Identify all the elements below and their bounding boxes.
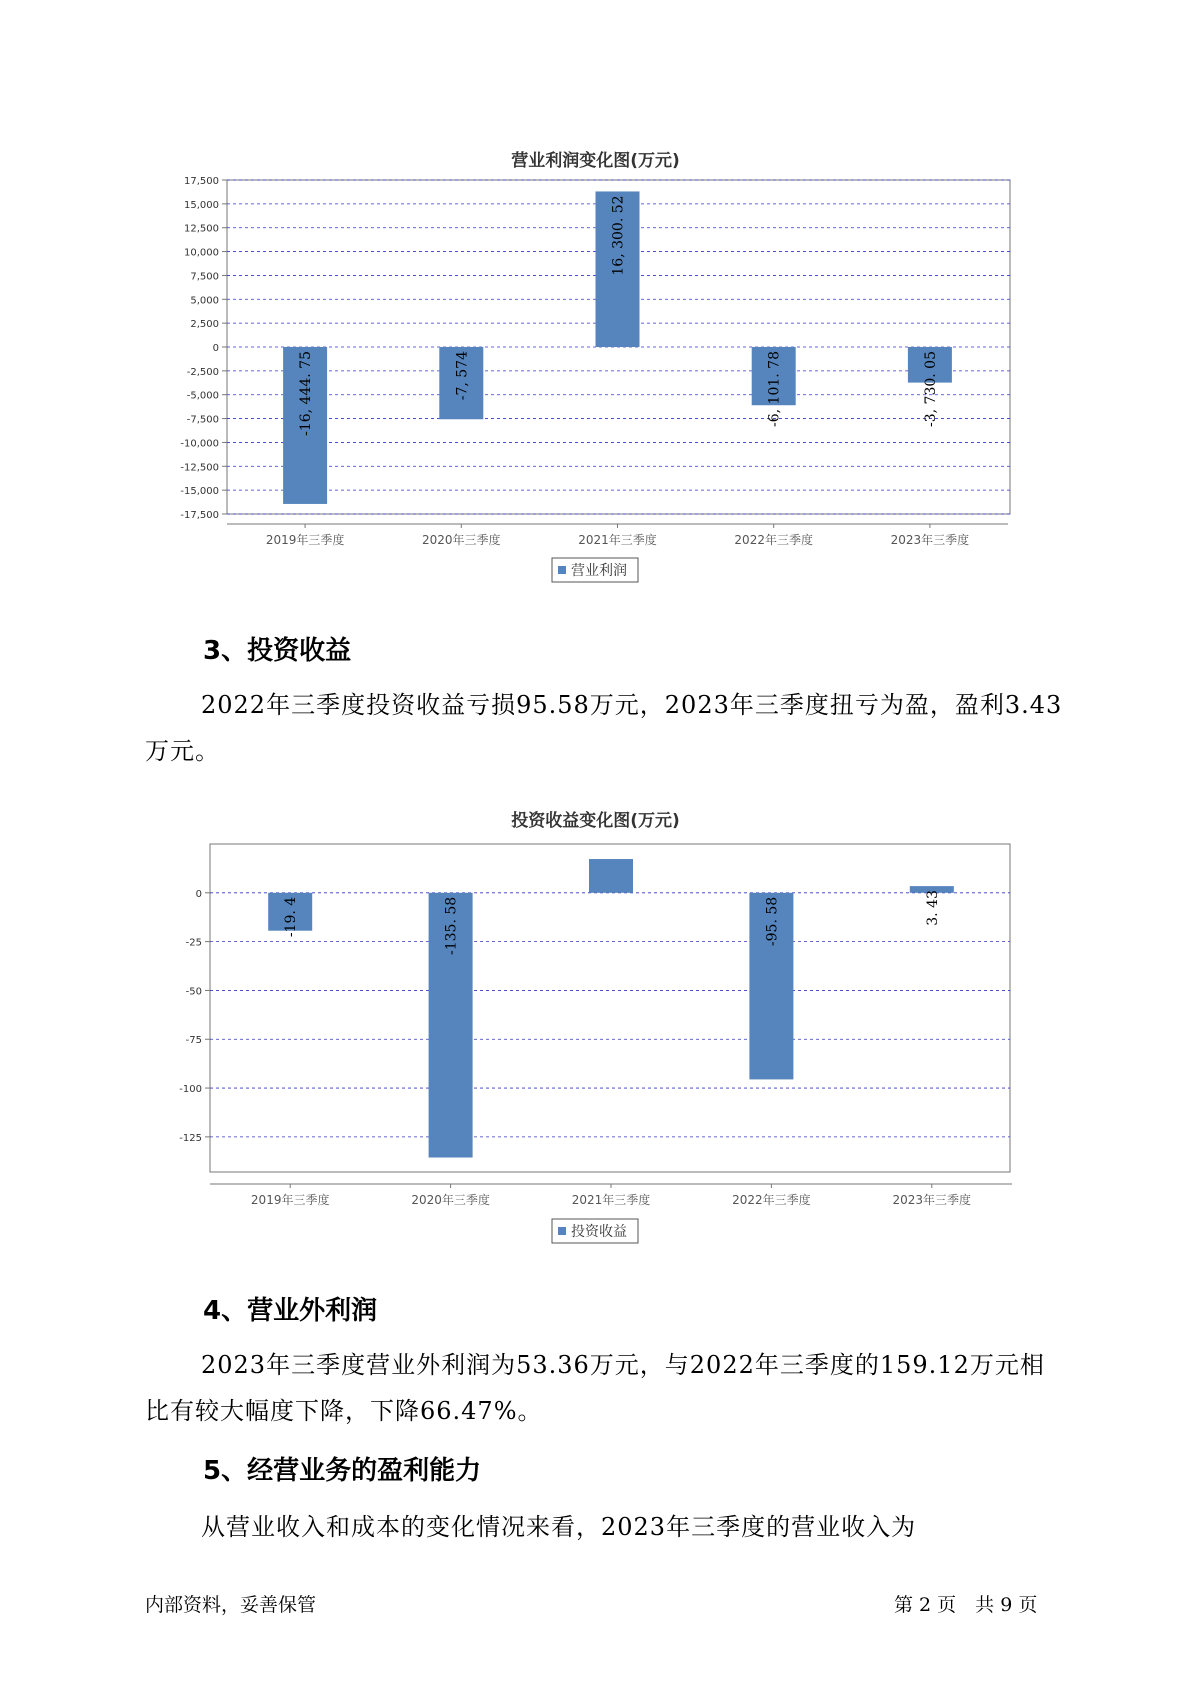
data-label: -19. 4 [283, 896, 300, 938]
data-label: 3. 43 [924, 890, 941, 926]
bar-2021年三季度 [589, 859, 633, 893]
investment-chart-title: 投资收益变化图(万元) [511, 811, 680, 831]
y-tick-label: 15,000 [184, 199, 219, 211]
y-tick-label: 0 [195, 888, 202, 900]
y-tick-label: -10,000 [180, 438, 219, 450]
y-tick-label: -75 [185, 1035, 202, 1047]
y-tick-label: 10,000 [184, 247, 219, 259]
x-tick-label: 2023年三季度 [890, 533, 970, 547]
data-label: -7, 574 [454, 351, 471, 401]
section-3-heading: 3、投资收益 [203, 636, 352, 666]
y-tick-label: -7,500 [186, 414, 219, 426]
section-5-paragraph: 从营业收入和成本的变化情况来看，2023年三季度的营业收入为 [201, 1513, 917, 1541]
section-4-heading: 4、营业外利润 [203, 1296, 378, 1326]
legend-swatch [558, 566, 566, 574]
x-tick-label: 2023年三季度 [892, 1193, 972, 1207]
y-tick-label: 17,500 [184, 176, 219, 187]
profit-chart-title: 营业利润变化图(万元) [511, 151, 680, 171]
y-tick-label: -15,000 [180, 486, 219, 498]
data-label: -6, 101. 78 [766, 351, 783, 427]
y-tick-label: -2,500 [186, 366, 219, 378]
y-tick-label: -5,000 [186, 390, 219, 402]
footer-confidential-note: 内部资料，妥善保管 [145, 1594, 317, 1616]
data-label: -95. 58 [764, 896, 781, 947]
y-tick-label: 12,500 [184, 223, 219, 235]
legend-label: 投资收益 [571, 1224, 627, 1240]
legend-swatch [558, 1227, 566, 1235]
y-tick-label: -12,500 [180, 462, 219, 474]
y-tick-label: -25 [185, 937, 202, 949]
data-label: 16, 300. 52 [610, 195, 627, 276]
x-tick-label: 2021年三季度 [578, 533, 657, 547]
x-tick-label: 2020年三季度 [411, 1193, 490, 1207]
x-tick-label: 2019年三季度 [265, 533, 345, 547]
profit-chart [0, 170, 1191, 590]
y-tick-label: -125 [179, 1132, 202, 1144]
x-tick-label: 2022年三季度 [734, 533, 813, 547]
x-tick-label: 2019年三季度 [250, 1193, 330, 1207]
x-tick-label: 2022年三季度 [732, 1193, 811, 1207]
y-tick-label: 0 [212, 343, 219, 354]
footer-page-number: 第 2 页 共 9 页 [894, 1594, 1038, 1616]
legend-label: 营业利润 [571, 563, 627, 579]
y-tick-label: 5,000 [190, 295, 219, 307]
data-label: -135. 58 [443, 896, 460, 955]
y-tick-label: 2,500 [190, 319, 219, 331]
y-tick-label: -17,500 [180, 510, 219, 521]
y-tick-label: -100 [179, 1084, 202, 1096]
investment-chart [0, 830, 1191, 1240]
y-tick-label: 7,500 [190, 271, 219, 283]
y-tick-label: -50 [185, 986, 202, 998]
data-label: -3, 730. 05 [922, 351, 939, 427]
section-3-paragraph: 2022年三季度投资收益亏损95.58万元，2023年三季度扭亏为盈，盈利3.43万元。 [145, 691, 1063, 765]
section-4-paragraph: 2023年三季度营业外利润为53.36万元，与2022年三季度的159.12万元相比有较大幅度下降，下降66.47%。 [145, 1351, 1045, 1425]
x-tick-label: 2020年三季度 [422, 533, 501, 547]
section-5-heading: 5、经营业务的盈利能力 [203, 1456, 482, 1486]
data-label: -16, 444. 75 [298, 351, 315, 436]
x-tick-label: 2021年三季度 [571, 1193, 651, 1207]
